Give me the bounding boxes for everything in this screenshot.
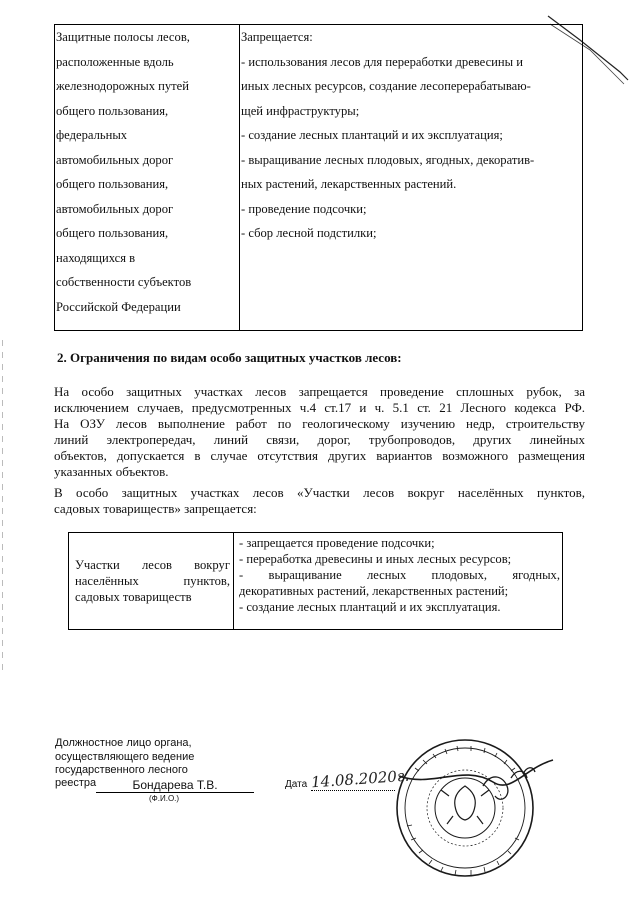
table1-left-line: автомобильных дорог xyxy=(56,152,174,167)
paragraph-line: указанных объектов. xyxy=(54,464,169,479)
fio-label: (Ф.И.О.) xyxy=(149,794,180,803)
paragraph-line: На особо защитных участках лесов запрещается проведение сплошных рубок, за xyxy=(54,384,585,399)
table1-left-line: общего пользования, xyxy=(56,177,169,191)
table2-right-line: - создание лесных плантаций и их эксплуатация. xyxy=(239,600,501,614)
table2-right-line: - запрещается проведение подсочки; xyxy=(239,536,435,550)
table1-left-line: Российской Федерации xyxy=(56,299,181,314)
table1-left-line: автомобильных дорог xyxy=(56,201,174,216)
date-label: Дата xyxy=(285,779,308,790)
table1-right-line: иных лесных ресурсов, создание лесоперерабатываю- xyxy=(241,79,531,93)
paragraph-line: линий электропередач, линий связи, дорог, трубопроводов, других линейных xyxy=(54,432,585,447)
official-label-line: государственного лесного xyxy=(55,764,188,776)
table1-right-cell xyxy=(240,25,583,331)
paragraph-line: объектов, допускается в случае отсутствия других вариантов возможного размещения xyxy=(54,448,585,463)
table2-right-line: - переработка древесины и иных лесных ресурсов; xyxy=(239,552,512,566)
table2-right-line: - выращивание лесных плодовых, ягодных, xyxy=(239,568,560,582)
table1-right-lines xyxy=(240,25,582,246)
table-row xyxy=(69,533,563,630)
date-underline xyxy=(311,790,395,791)
table1-right-line: Запрещается: xyxy=(241,30,313,44)
official-seal-icon xyxy=(393,716,558,886)
table1-right-line: - использования лесов для переработки древесины и xyxy=(241,54,524,69)
forest-protection-table xyxy=(54,24,583,331)
official-label-line: осуществляющего ведение xyxy=(55,750,195,763)
table2-left-line: населённых пунктов, xyxy=(75,574,230,588)
table1-left-line: собственности субъектов xyxy=(56,275,192,289)
paragraph-line: исключением случаев, предусмотренных ч.4 ст.17 и ч. 5.1 ст. 21 Лесного кодекса РФ. xyxy=(54,400,585,415)
paragraph-line: садовых товариществ» запрещается: xyxy=(54,501,257,516)
table1-left-cell xyxy=(55,25,240,331)
table1-left-line: железнодорожных путей xyxy=(56,79,190,93)
handwritten-date: 14.08.2020г. xyxy=(310,766,410,792)
table2-left-line: садовых товариществ xyxy=(75,590,192,604)
table1-right-line: - выращивание лесных плодовых, ягодных, декоратив- xyxy=(241,152,535,167)
official-position-label xyxy=(55,737,194,778)
official-label-line: Должностное лицо органа, xyxy=(55,737,192,749)
reestr-label: реестра xyxy=(55,777,97,789)
table-row xyxy=(55,25,583,331)
restrictions-paragraph xyxy=(54,384,585,480)
section-heading: 2. Ограничения по видам особо защитных участков лесов: xyxy=(57,350,402,365)
table1-left-line: общего пользования, xyxy=(56,103,169,118)
table1-right-line: - проведение подсочки; xyxy=(241,201,367,216)
table2-right-cell xyxy=(234,533,563,630)
table1-left-line: расположенные вдоль xyxy=(56,54,174,69)
table1-left-line: федеральных xyxy=(56,128,128,142)
table1-right-line: щей инфраструктуры; xyxy=(241,103,360,118)
table2-left-line: Участки лесов вокруг xyxy=(75,558,230,572)
settlements-restrictions-table xyxy=(68,532,563,630)
official-name: Бондарева Т.В. xyxy=(96,778,254,793)
table1-right-line: - создание лесных плантаций и их эксплуатация; xyxy=(241,128,503,142)
table1-left-line: общего пользования, xyxy=(56,226,169,240)
scan-artifact xyxy=(2,340,3,670)
table1-left-line: Защитные полосы лесов, xyxy=(56,30,190,44)
table1-right-line: ных растений, лекарственных растений. xyxy=(241,177,457,191)
paragraph-line: В особо защитных участках лесов «Участки лесов вокруг населённых пунктов, xyxy=(54,485,585,500)
settlements-paragraph xyxy=(54,485,585,517)
paragraph-line: На ОЗУ лесов выполнение работ по геологическому изучению недр, строительству xyxy=(54,416,585,431)
table1-right-line: - сбор лесной подстилки; xyxy=(241,226,377,240)
table2-left-cell xyxy=(69,533,234,630)
table1-left-line: находящихся в xyxy=(56,250,136,265)
table2-right-line: декоративных растений, лекарственных растений; xyxy=(239,584,509,598)
table1-left-lines xyxy=(55,25,239,319)
